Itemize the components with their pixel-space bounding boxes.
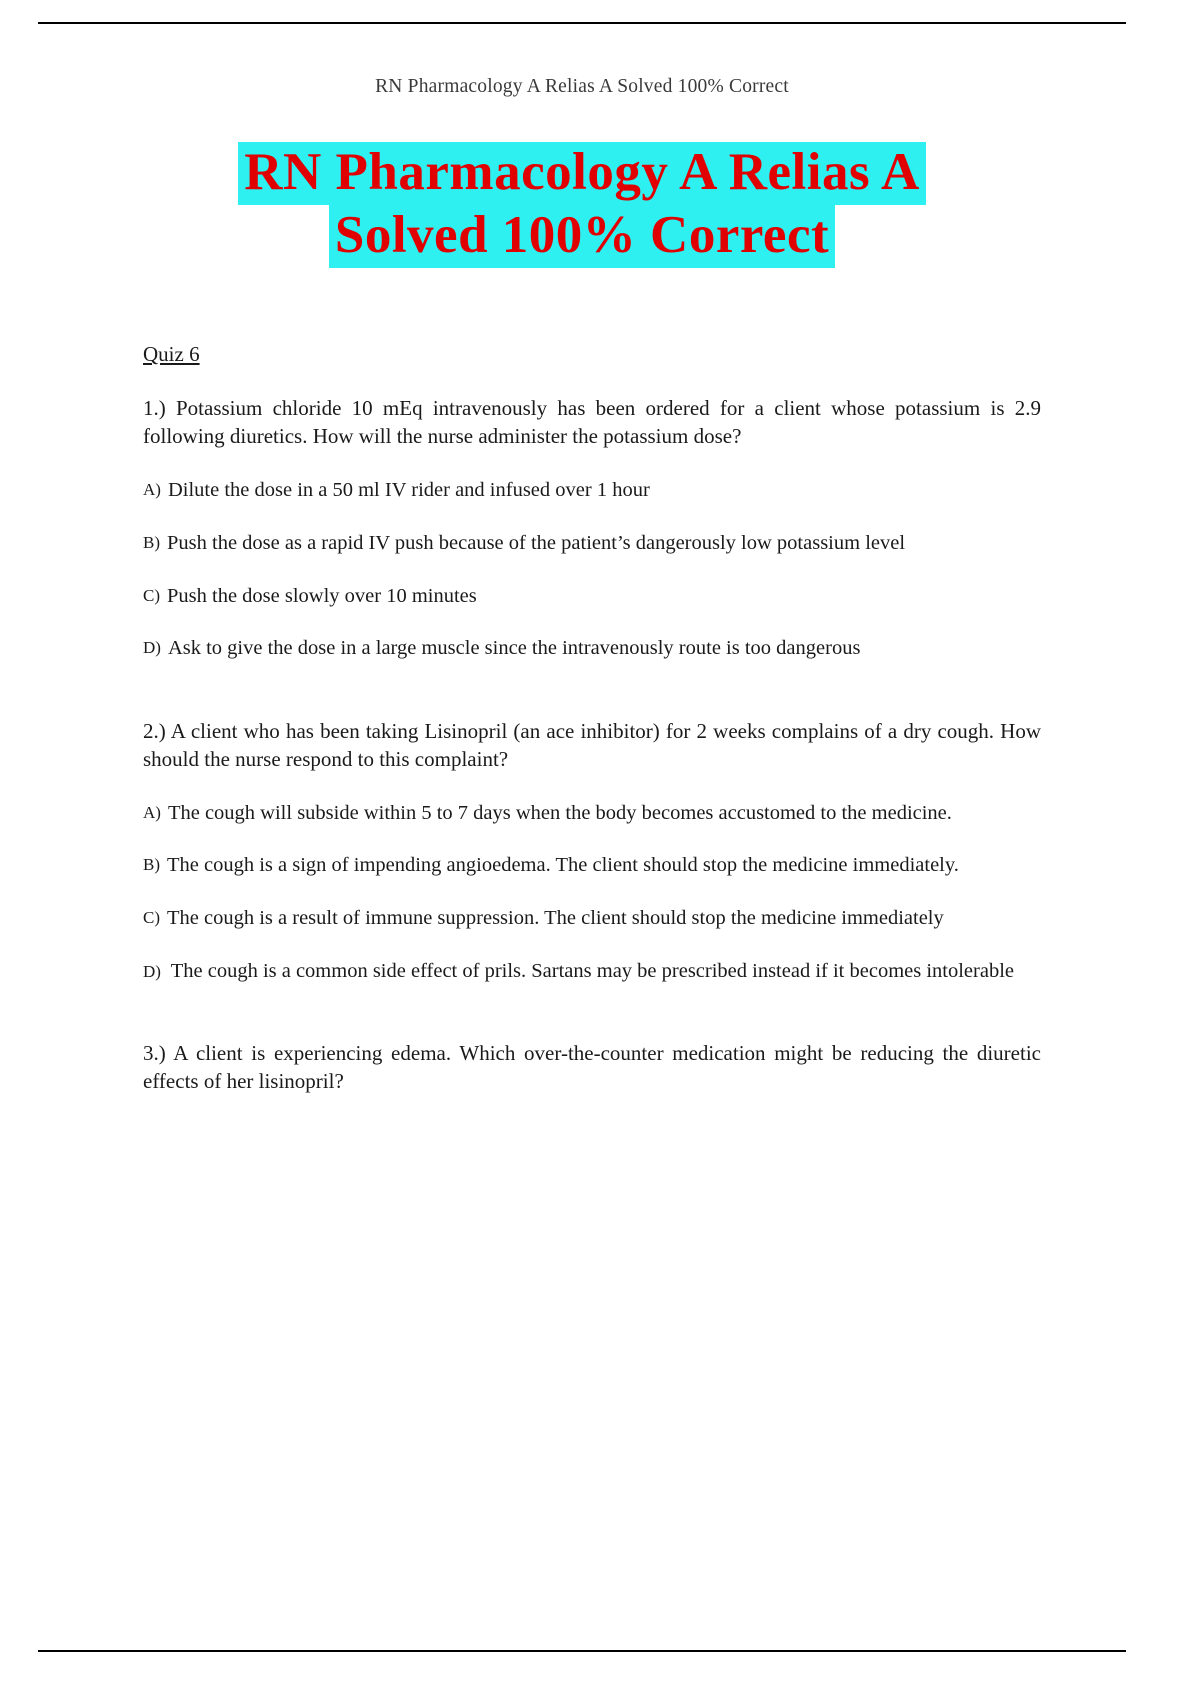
- option-letter: B): [143, 532, 160, 552]
- option-letter: D): [143, 961, 161, 981]
- document-body: [123, 342, 1041, 1096]
- question-text: 3.) A client is experiencing edema. Which over-the-counter medication might be reducing the diuretic effects of her lisinopril?: [143, 1041, 1041, 1094]
- answer-options: [143, 477, 1041, 662]
- title-line-2: Solved 100% Correct: [329, 205, 835, 268]
- option-text: The cough is a result of immune suppression. The client should stop the medicine immediately: [167, 907, 944, 929]
- answer-option[interactable]: [143, 958, 1041, 985]
- option-letter: C): [143, 908, 160, 927]
- title-line-2-wrap: [38, 205, 1126, 268]
- answer-option[interactable]: [143, 852, 1041, 879]
- option-letter: A): [143, 480, 161, 500]
- option-text: Push the dose slowly over 10 minutes: [167, 584, 477, 607]
- answer-option[interactable]: [143, 530, 1041, 557]
- document-title: [38, 142, 1126, 268]
- answer-option[interactable]: [143, 477, 1041, 504]
- page-sheet: [38, 22, 1126, 1652]
- answer-option[interactable]: [143, 583, 1041, 610]
- answer-options: [143, 800, 1041, 985]
- answer-option[interactable]: [143, 635, 1041, 662]
- option-letter: B): [143, 855, 160, 875]
- title-line-1: RN Pharmacology A Relias A: [238, 142, 925, 205]
- answer-option[interactable]: [143, 800, 1041, 827]
- option-text: Ask to give the dose in a large muscle since the intravenously route is too dangerous: [167, 637, 861, 660]
- option-text: The cough will subside within 5 to 7 days when the body becomes accustomed to the medicine.: [167, 801, 952, 824]
- section-label: Quiz 6: [143, 342, 200, 367]
- option-letter: A): [143, 802, 161, 822]
- option-text: The cough is a sign of impending angioedema. The client should stop the medicine immediately.: [167, 854, 959, 877]
- option-letter: D): [143, 638, 161, 658]
- option-text: Dilute the dose in a 50 ml IV rider and infused over 1 hour: [167, 479, 650, 502]
- option-text: Push the dose as a rapid IV push because of the patient’s dangerously low potassium level: [167, 531, 906, 554]
- option-text: The cough is a common side effect of prils. Sartans may be prescribed instead if it becomes intolerable: [170, 959, 1014, 982]
- running-header: RN Pharmacology A Relias A Solved 100% Correct: [375, 76, 789, 97]
- question-text: 1.) Potassium chloride 10 mEq intravenously has been ordered for a client whose potassium is 2.9 following diuretics. How will the nurse administer the potassium dose?: [143, 396, 1041, 449]
- question-text: 2.) A client who has been taking Lisinopril (an ace inhibitor) for 2 weeks complains of a dry cough. How should the nurse respond to this complaint?: [143, 718, 1041, 771]
- answer-option[interactable]: [143, 905, 1041, 932]
- option-letter: C): [143, 585, 160, 605]
- title-line-1-wrap: [38, 142, 1126, 205]
